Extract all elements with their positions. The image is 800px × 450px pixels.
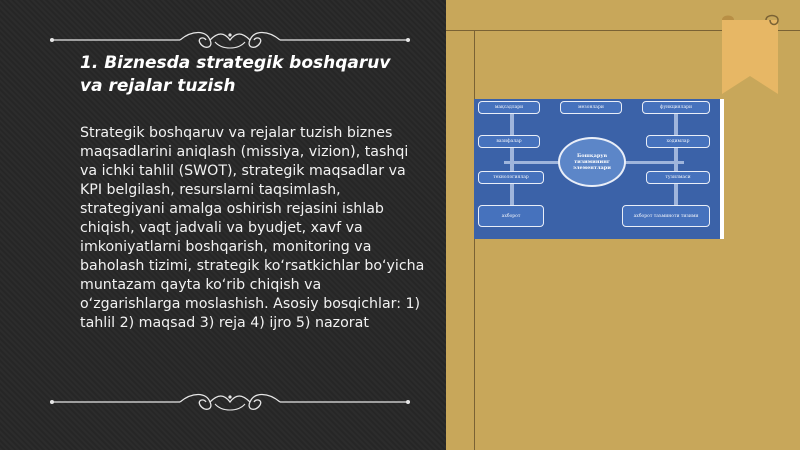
bookmark-ribbon-icon bbox=[718, 14, 782, 96]
flourish-ornament-top-icon bbox=[50, 28, 410, 52]
diagram-center-ellipse: Бошқарув тизимининг элементлари bbox=[558, 137, 626, 187]
diagram-box: ахборот bbox=[478, 205, 544, 227]
diagram-box: мезонлари bbox=[560, 101, 622, 114]
management-diagram-image bbox=[474, 99, 724, 239]
diagram-box: ахборот таъминоти тизими bbox=[622, 205, 710, 227]
diagram-box: вазифалар bbox=[478, 135, 540, 148]
gold-panel-side-rule bbox=[474, 30, 475, 450]
diagram-box: технологиялар bbox=[478, 171, 544, 184]
diagram-box: функциялари bbox=[642, 101, 710, 114]
slide-title: 1. Biznesda strategik boshqaruv va rejalar tuzish bbox=[80, 53, 391, 96]
diagram-box: мақсадлари bbox=[478, 101, 540, 114]
diagram-box: ходимлар bbox=[646, 135, 710, 148]
slide-body-text: Strategik boshqaruv va rejalar tuzish biznes maqsadlarini aniqlash (missiya, vizion), tashqi va ichki tahlil (SWOT), strategik maqsadlar va KPI belgilash, resurslarni taqsimlash, strategiyani amalga oshirish rejasini ishlab chiqish, vaqt jadvali va byudjet, xavf va imkoniyatlarni boshqarish, monitoring va baholash tizimi, strategik ko‘rsatkichlar bo‘yicha muntazam qayta ko‘rib chiqish va o‘zgarishlarga moslashish. Asosiy bosqichlar: 1) tahlil 2) maqsad 3) reja 4) ijro 5) nazorat bbox=[80, 125, 425, 331]
flourish-ornament-bottom-icon bbox=[50, 390, 410, 414]
diagram-box: тузилмаси bbox=[646, 171, 710, 184]
